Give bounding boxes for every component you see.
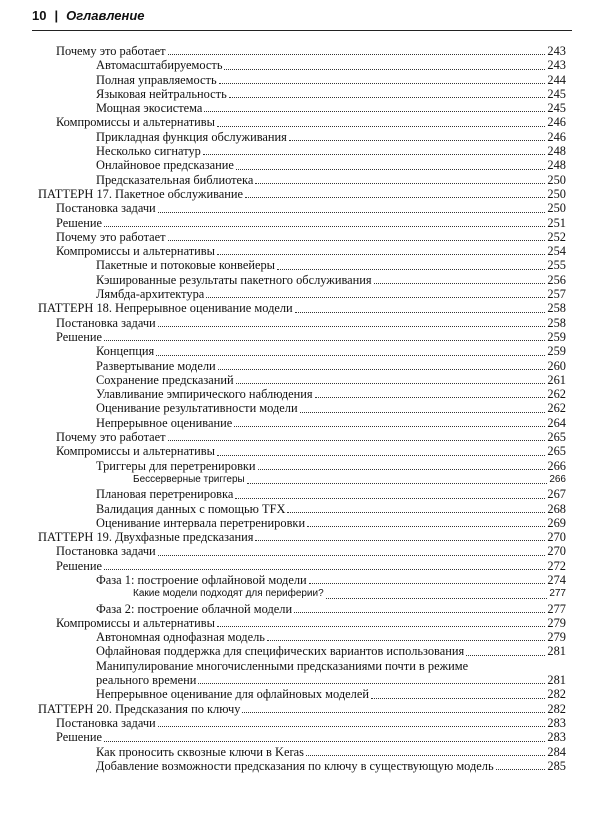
toc-entry-title: Оценивание результативности модели [96, 401, 298, 416]
toc-entry [38, 659, 566, 688]
toc-entry-title: Предсказательная библиотека [96, 172, 254, 187]
toc-entry-title: Кэшированные результаты пакетного обслуживания [96, 272, 372, 287]
toc-entry [38, 201, 566, 215]
toc-entry-title: Пакетные и потоковые конвейеры [96, 258, 275, 273]
toc-entry-title: Какие модели подходят для периферии? [133, 588, 324, 600]
toc-entry [38, 759, 566, 773]
toc-entry [38, 387, 566, 401]
toc-entry-page: 270 [547, 544, 566, 559]
toc-entry-page: 256 [547, 272, 566, 287]
toc-entry-title: Лямбда-архитектура [96, 287, 205, 302]
dot-leader [306, 755, 546, 756]
toc-entry-page: 281 [547, 673, 566, 688]
toc-entry [38, 459, 566, 473]
toc-entry-page: 283 [547, 730, 566, 745]
toc-entry-page: 272 [547, 558, 566, 573]
toc-entry-title: Концепция [96, 344, 155, 359]
toc-entry-page: 274 [547, 572, 566, 587]
toc-entry-page: 277 [547, 601, 566, 616]
toc-entry-title: Постановка задачи [56, 201, 156, 216]
toc-entry-title: Валидация данных с помощью TFX [96, 501, 286, 516]
toc-entry-title: Добавление возможности предсказания по ключу в существующую модель [96, 758, 494, 773]
dot-leader [245, 197, 545, 198]
toc-entry-title: Решение [56, 558, 103, 573]
dot-leader [217, 126, 545, 127]
toc-entry-title: Улавливание эмпирического наблюдения [96, 387, 313, 402]
toc-entry-page: 283 [547, 715, 566, 730]
toc-entry-title: Компромиссы и альтернативы [56, 244, 215, 259]
toc-entry-title: Компромиссы и альтернативы [56, 115, 215, 130]
toc-entry-page: 264 [547, 415, 566, 430]
dot-leader [289, 140, 546, 141]
toc-entry [38, 359, 566, 373]
dot-leader [217, 254, 545, 255]
toc-entry-title: ПАТТЕРН 19. Двухфазные предсказания [38, 530, 254, 545]
toc-entry-page: 245 [547, 86, 566, 101]
toc-entry-page: 268 [547, 501, 566, 516]
toc-entry-page: 246 [547, 129, 566, 144]
toc-entry-title: Компромиссы и альтернативы [56, 615, 215, 630]
dot-leader [158, 726, 546, 727]
dot-leader [242, 712, 545, 713]
dot-leader [326, 598, 548, 599]
toc-entry [38, 416, 566, 430]
dot-leader [104, 226, 545, 227]
toc-entry-title: Автомасштабируемость [96, 58, 223, 73]
toc-entry [38, 616, 566, 630]
toc-entry-title: Фаза 1: построение офлайновой модели [96, 572, 307, 587]
dot-leader [168, 440, 546, 441]
dot-leader [309, 583, 546, 584]
toc-entry-page: 258 [547, 315, 566, 330]
toc-entry-title: Мощная экосистема [96, 101, 203, 116]
toc-entry [38, 258, 566, 272]
toc-entry-page: 246 [547, 115, 566, 130]
toc-entry-page: 277 [549, 588, 566, 600]
toc-entry [38, 287, 566, 301]
toc-entry-page: 248 [547, 144, 566, 159]
toc-entry [38, 544, 566, 558]
toc-entry-title: Решение [56, 215, 103, 230]
dot-leader [295, 312, 546, 313]
toc-entry [38, 316, 566, 330]
dot-leader [258, 469, 546, 470]
toc-entry-page: 281 [547, 644, 566, 659]
dot-leader [158, 555, 546, 556]
toc-entry-page: 258 [547, 301, 566, 316]
toc-entry-title: Прикладная функция обслуживания [96, 129, 287, 144]
toc-entry-page: 250 [547, 201, 566, 216]
toc-entry [38, 602, 566, 616]
dot-leader [236, 383, 546, 384]
dot-leader [267, 640, 545, 641]
table-of-contents [38, 44, 566, 773]
toc-entry-page: 243 [547, 58, 566, 73]
toc-entry-page: 257 [547, 287, 566, 302]
toc-entry-page: 262 [547, 387, 566, 402]
toc-entry-page: 250 [547, 172, 566, 187]
toc-entry [38, 144, 566, 158]
dot-leader [466, 655, 545, 656]
toc-entry-page: 244 [547, 72, 566, 87]
toc-entry-page: 267 [547, 487, 566, 502]
toc-entry [38, 444, 566, 458]
toc-entry [38, 230, 566, 244]
header-title: Оглавление [66, 8, 145, 23]
dot-leader [294, 612, 545, 613]
dot-leader [234, 426, 545, 427]
dot-leader [247, 483, 548, 484]
toc-entry-page: 282 [547, 701, 566, 716]
toc-entry-title: Несколько сигнатур [96, 144, 201, 159]
toc-entry [38, 516, 566, 530]
toc-entry-title: Компромиссы и альтернативы [56, 444, 215, 459]
dot-leader [255, 183, 545, 184]
toc-entry [38, 44, 566, 58]
toc-entry-page: 270 [547, 530, 566, 545]
dot-leader [168, 54, 546, 55]
dot-leader [198, 683, 545, 684]
toc-entry-page: 266 [549, 473, 566, 485]
toc-entry [38, 115, 566, 129]
dot-leader [496, 769, 546, 770]
toc-entry-title: Как проносить сквозные ключи в Keras [96, 744, 304, 759]
dot-leader [158, 326, 546, 327]
toc-entry-page: 269 [547, 515, 566, 530]
toc-entry-page: 266 [547, 458, 566, 473]
toc-entry-title: Сохранение предсказаний [96, 372, 234, 387]
toc-entry-title: Почему это работает [56, 229, 166, 244]
dot-leader [235, 498, 545, 499]
toc-entry-title: Постановка задачи [56, 715, 156, 730]
dot-leader [217, 626, 545, 627]
toc-entry [38, 401, 566, 415]
toc-entry-title: Плановая перетренировка [96, 487, 234, 502]
dot-leader [277, 269, 545, 270]
toc-entry-title: Манипулирование многочисленными предсказаниями почти в режиме [96, 658, 469, 673]
toc-entry-page: 260 [547, 358, 566, 373]
dot-leader [374, 283, 546, 284]
dot-leader [224, 69, 545, 70]
toc-entry [38, 573, 566, 587]
toc-entry [38, 344, 566, 358]
toc-entry [38, 216, 566, 230]
toc-entry [38, 502, 566, 516]
toc-entry-title: ПАТТЕРН 20. Предсказания по ключу [38, 701, 241, 716]
dot-leader [203, 154, 546, 155]
toc-entry-page: 252 [547, 229, 566, 244]
toc-entry [38, 158, 566, 172]
toc-entry [38, 87, 566, 101]
toc-entry-page: 254 [547, 244, 566, 259]
dot-leader [315, 397, 546, 398]
dot-leader [371, 698, 545, 699]
toc-entry [38, 187, 566, 201]
toc-entry-page: 250 [547, 186, 566, 201]
dot-leader [104, 340, 545, 341]
toc-entry-page: 259 [547, 344, 566, 359]
toc-entry-title: Решение [56, 730, 103, 745]
dot-leader [158, 212, 546, 213]
toc-entry-page: 245 [547, 101, 566, 116]
toc-entry [38, 745, 566, 759]
dot-leader [168, 240, 546, 241]
toc-entry-title: Оценивание интервала перетренировки [96, 515, 306, 530]
toc-entry-page: 265 [547, 444, 566, 459]
toc-entry [38, 716, 566, 730]
dot-leader [218, 369, 546, 370]
toc-entry-title: Автономная однофазная модель [96, 630, 265, 645]
toc-entry [38, 173, 566, 187]
toc-entry [38, 244, 566, 258]
toc-entry-title: Триггеры для перетренировки [96, 458, 256, 473]
toc-entry-title: Развертывание модели [96, 358, 216, 373]
toc-entry [38, 630, 566, 644]
toc-entry-title: Бессерверные триггеры [133, 473, 245, 485]
toc-entry-page: 279 [547, 615, 566, 630]
toc-entry [38, 702, 566, 716]
toc-entry [38, 530, 566, 544]
toc-entry [38, 730, 566, 744]
dot-leader [236, 169, 546, 170]
dot-leader [219, 83, 546, 84]
dot-leader [156, 355, 545, 356]
toc-entry-title: Почему это работает [56, 430, 166, 445]
toc-entry [38, 330, 566, 344]
toc-entry-title: Онлайновое предсказание [96, 158, 234, 173]
dot-leader [300, 412, 546, 413]
toc-entry-page: 284 [547, 744, 566, 759]
toc-entry-page: 248 [547, 158, 566, 173]
toc-entry-page: 282 [547, 687, 566, 702]
dot-leader [104, 569, 545, 570]
toc-entry-page: 285 [547, 758, 566, 773]
toc-entry [38, 587, 566, 601]
toc-entry-page: 261 [547, 372, 566, 387]
toc-entry-page: 262 [547, 401, 566, 416]
toc-entry [38, 301, 566, 315]
toc-entry [38, 487, 566, 501]
toc-entry [38, 373, 566, 387]
toc-entry-title: Языковая нейтральность [96, 86, 227, 101]
dot-leader [287, 512, 545, 513]
toc-entry-title: Решение [56, 329, 103, 344]
toc-entry [38, 130, 566, 144]
toc-entry-title: Почему это работает [56, 44, 166, 58]
dot-leader [217, 455, 545, 456]
toc-entry-title-continuation: реального времени [96, 673, 197, 688]
dot-leader [307, 526, 545, 527]
dot-leader [104, 741, 545, 742]
dot-leader [204, 111, 545, 112]
toc-entry-title: Офлайновая поддержка для специфических вариантов использования [96, 644, 465, 659]
toc-entry [38, 687, 566, 701]
toc-entry-title: ПАТТЕРН 18. Непрерывное оценивание модели [38, 301, 293, 316]
toc-entry-title: Постановка задачи [56, 315, 156, 330]
toc-entry [38, 559, 566, 573]
toc-entry [38, 273, 566, 287]
toc-entry-page: 255 [547, 258, 566, 273]
running-header [32, 8, 572, 31]
dot-leader [255, 540, 545, 541]
toc-entry-page: 251 [547, 215, 566, 230]
toc-entry-page: 243 [547, 44, 566, 58]
toc-entry-title: Непрерывное оценивание [96, 415, 233, 430]
toc-entry-title: Постановка задачи [56, 544, 156, 559]
header-page-number: 10 [32, 8, 47, 23]
toc-entry-page: 259 [547, 329, 566, 344]
header-separator: | [54, 8, 59, 23]
toc-entry [38, 644, 566, 658]
toc-entry-title: Фаза 2: построение облачной модели [96, 601, 293, 616]
toc-entry-page: 279 [547, 630, 566, 645]
dot-leader [206, 297, 545, 298]
toc-entry [38, 58, 566, 72]
toc-entry-page: 265 [547, 430, 566, 445]
toc-entry [38, 73, 566, 87]
toc-entry [38, 473, 566, 487]
toc-entry-title: Непрерывное оценивание для офлайновых моделей [96, 687, 369, 702]
dot-leader [229, 97, 546, 98]
toc-entry-title: ПАТТЕРН 17. Пакетное обслуживание [38, 186, 244, 201]
toc-entry [38, 430, 566, 444]
toc-entry-title: Полная управляемость [96, 72, 217, 87]
toc-entry [38, 101, 566, 115]
